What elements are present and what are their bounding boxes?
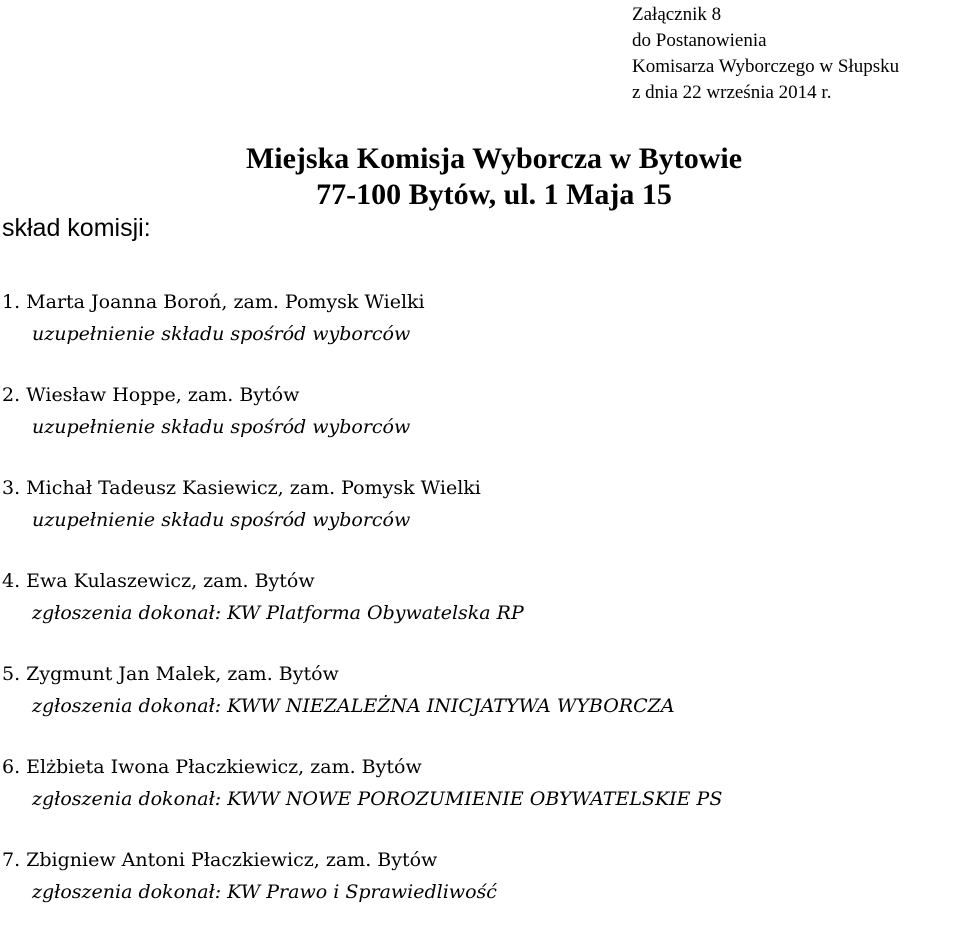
annex-line: Komisarza Wyborczego w Słupsku [632,56,900,77]
annex-note [632,2,899,106]
list-item [2,379,722,472]
member-note: uzupełnienie składu spośród wyborców [32,323,411,345]
list-item [2,658,722,751]
commission-address: 77-100 Bytów, ul. 1 Maja 15 [316,178,672,211]
members-list [2,286,722,937]
member-name: 2. Wiesław Hoppe, zam. Bytów [2,384,300,406]
member-name: 7. Zbigniew Antoni Płaczkiewicz, zam. Bytów [2,849,438,871]
member-note: zgłoszenia dokonał: KW Prawo i Sprawiedliwość [32,881,497,903]
list-item [2,286,722,379]
commission-header [0,141,960,213]
member-note: zgłoszenia dokonał: KW Platforma Obywatelska RP [32,602,524,624]
member-name: 6. Elżbieta Iwona Płaczkiewicz, zam. Bytów [2,756,422,778]
list-item [2,565,722,658]
list-item [2,844,722,937]
annex-line: z dnia 22 września 2014 r. [632,82,832,103]
composition-label: skład komisji: [2,214,151,242]
annex-line: do Postanowienia [632,30,767,51]
member-note: uzupełnienie składu spośród wyborców [32,509,411,531]
member-name: 3. Michał Tadeusz Kasiewicz, zam. Pomysk Wielki [2,477,481,499]
member-note: uzupełnienie składu spośród wyborców [32,416,411,438]
member-name: 5. Zygmunt Jan Malek, zam. Bytów [2,663,339,685]
list-item [2,751,722,844]
member-name: 1. Marta Joanna Boroń, zam. Pomysk Wielki [2,291,425,313]
annex-line: Załącznik 8 [632,4,722,25]
member-note: zgłoszenia dokonał: KWW NOWE POROZUMIENIE OBYWATELSKIE PS [32,788,723,810]
member-note: zgłoszenia dokonał: KWW NIEZALEŻNA INICJATYWA WYBORCZA [32,695,675,717]
member-name: 4. Ewa Kulaszewicz, zam. Bytów [2,570,315,592]
list-item [2,472,722,565]
commission-title: Miejska Komisja Wyborcza w Bytowie [245,142,743,175]
